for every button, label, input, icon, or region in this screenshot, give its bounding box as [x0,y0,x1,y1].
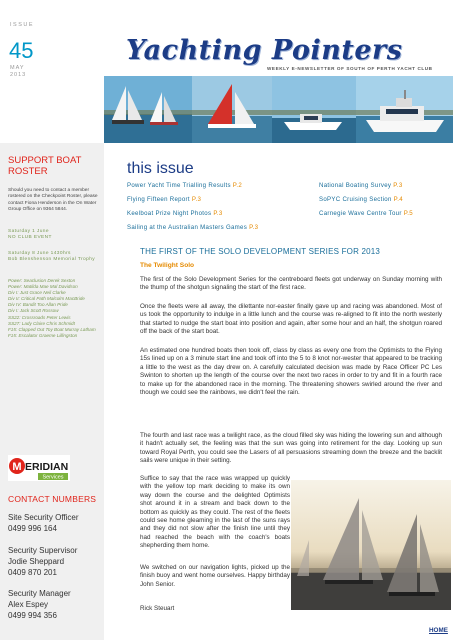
issue-box [0,0,104,102]
meridian-services-logo [8,455,70,481]
toc-page: P.3 [213,210,223,217]
toc-label: Keelboat Prize Night Photos [127,210,212,217]
issue-number: 45 [9,38,34,63]
newsletter-brand: Yachting Pointers [126,35,403,66]
toc-label: National Boating Survey [319,182,392,189]
toc-item[interactable] [127,210,223,217]
logo-subtitle: Services [42,474,64,481]
issue-date [10,65,26,79]
roster-date: Saturday 1 June [8,229,49,234]
toc-label: Power Yacht Time Trialling Results [127,182,231,189]
roster-item: Power: Seaclusion Derek Sexton [8,278,76,283]
roster-event: Bob Blenshenson Memorial Trophy [8,257,96,263]
issue-month: MAY [10,65,25,71]
contact-name: Alex Espey [8,599,49,609]
toc-item[interactable] [127,182,242,189]
logo-wordmark: ERIDIAN [25,461,69,473]
contact-numbers-title: CONTACT NUMBERS [8,494,97,504]
toc-page: P.2 [232,182,243,189]
article-title: THE FIRST OF THE SOLO DEVELOPMENT SERIES FOR 2013 [140,247,381,256]
roster-item: SS22: Crossroads Peter Lewis [8,314,71,320]
home-link[interactable]: HOME [429,627,448,634]
toc-label: SoPYC Cruising Section [319,196,392,203]
header-photos-image [104,76,453,143]
toc-item[interactable] [127,196,201,203]
article-paragraph: An estimated one hundred boats then took off, class by class as every one from the Optimists to the Flying 15s lined up on a 3 minute start line and took off into the 5 to 8 knot nor-wester that appeared to be tracking a little to the west as the day drew on. A carefully calculated decision was made by Race Officer PC Les Swinton to shorten up the length of the course over the next two races in order to try and fit in a fourth race to make up for the abandoned race in the morning. The threatening showers swirled around the river and though we could see the rainbows, we didn't feel the rain. [140,347,442,397]
toc-page: P.3 [393,182,403,189]
toc-item[interactable] [319,182,403,189]
article-author: Rick Steuart [140,605,175,612]
article-paragraph: Suffice to say that the race was wrapped up quickly with the yellow top mark deciding to make its own way down the course and the delighted Optimists shot around it in a stream and back down to the bottom as quickly as they could. The rest of the fleets could see home gleaming in the last of the suns rays and they did not slow after the finish line until they had reached the beach with the coach's boats shepherding them home. [140,475,290,550]
sidebar-title-line: SUPPORT BOAT [8,155,82,166]
contact-site-security [8,513,102,535]
roster-item: SS27: Lady Claire Chris Schmidt [8,320,75,326]
contact-phone: 0499 996 164 [8,523,57,533]
sidebar-title-line: ROSTER [8,166,48,177]
contact-security-supervisor [8,546,102,578]
article-paragraph: Once the fleets were all away, the dilettante nor-easter finally gave up and racing was abandoned. Most of us took the opportunity to indulge in a little lunch and the course was re-aligned to fit into the north westerly that started to nudge the start boat into position and again, after some hour and an half, the shotgun roared off the back of the start boat. [140,303,442,336]
contact-phone: 0409 870 201 [8,567,57,577]
article-paragraph: The first of the Solo Development Series for the centreboard fleets got underway on Sunday morning with the thump of the shotgun signaling the start of the first race. [140,276,442,292]
roster-list [8,278,102,339]
toc-page: P.4 [393,196,403,203]
toc-item[interactable] [127,224,258,231]
roster-item: Div IV: Bandit Too Allan Pride [8,302,68,308]
contact-role: Site Security Officer [8,513,79,522]
article-paragraph: The fourth and last race was a twilight race, as the cloud filled sky was hiding the lowering sun and although it hadn't actually set, the feeling was that the sun was going into retirement for the day. Looking up sun toward Royal Perth, you could see the Lasers of all persuasions streaming down the breeze and the backlit sails were unique in their setting. [140,432,442,465]
sunset-sailing-photo [291,480,451,610]
support-boat-roster-title [8,155,98,177]
toc-label: Carnegie Wave Centre Tour [319,210,402,217]
toc-page: P.3 [249,224,259,231]
contact-name: Jodie Sheppard [8,556,65,566]
toc-label: Sailing at the Australian Masters Games [127,224,248,231]
toc-item[interactable] [319,196,403,203]
roster-item: Power: Matilda Mae Mal Davidson [8,284,78,290]
issue-label: ISSUE [10,22,35,28]
article-paragraph: We switched on our navigation lights, picked up the finish buoy and went home ourselves. Happy birthday John Senior. [140,564,290,588]
toc-page: P.5 [403,210,413,217]
logo-initial: M [12,461,22,473]
header-photo-strip [104,76,453,143]
this-issue-heading: this issue [127,160,194,177]
roster-item: F15: Clapped Out Toy Boat Murray Latham [8,326,96,332]
issue-year: 2013 [10,72,27,78]
contact-role: Security Supervisor [8,546,78,555]
article-subtitle: The Twilight Solo [140,262,195,269]
roster-item: F15: Escalator Graeme Lillingston [8,332,78,338]
roster-date: Saturday 8 June 1430hrs [8,251,71,256]
newsletter-tagline: WEEKLY E-NEWSLETTER OF SOUTH OF PERTH YACHT CLUB [267,66,433,71]
contact-role: Security Manager [8,589,71,598]
contact-phone: 0499 994 356 [8,610,57,620]
roster-intro: Should you need to contact a member rostered on the Checkpoint Roster, please contact Fiona Henderson in the On Water Group Office on 9364 5844. [8,188,98,213]
roster-item: Div I: Jack Scott Rossow [8,308,59,314]
roster-date-1 [8,229,100,242]
contact-security-manager [8,589,102,621]
roster-date-2 [8,251,100,264]
toc-label: Flying Fifteen Report [127,196,190,203]
toc-item[interactable] [319,210,413,217]
roster-event: NO CLUB EVENT [8,235,52,241]
roster-item: Div II: Critical Path Malcolm MacBride [8,296,85,302]
roster-item: Div I: Just Grace Neil Clarke [8,290,66,296]
toc-page: P.3 [191,196,202,203]
sidebar [0,143,104,640]
